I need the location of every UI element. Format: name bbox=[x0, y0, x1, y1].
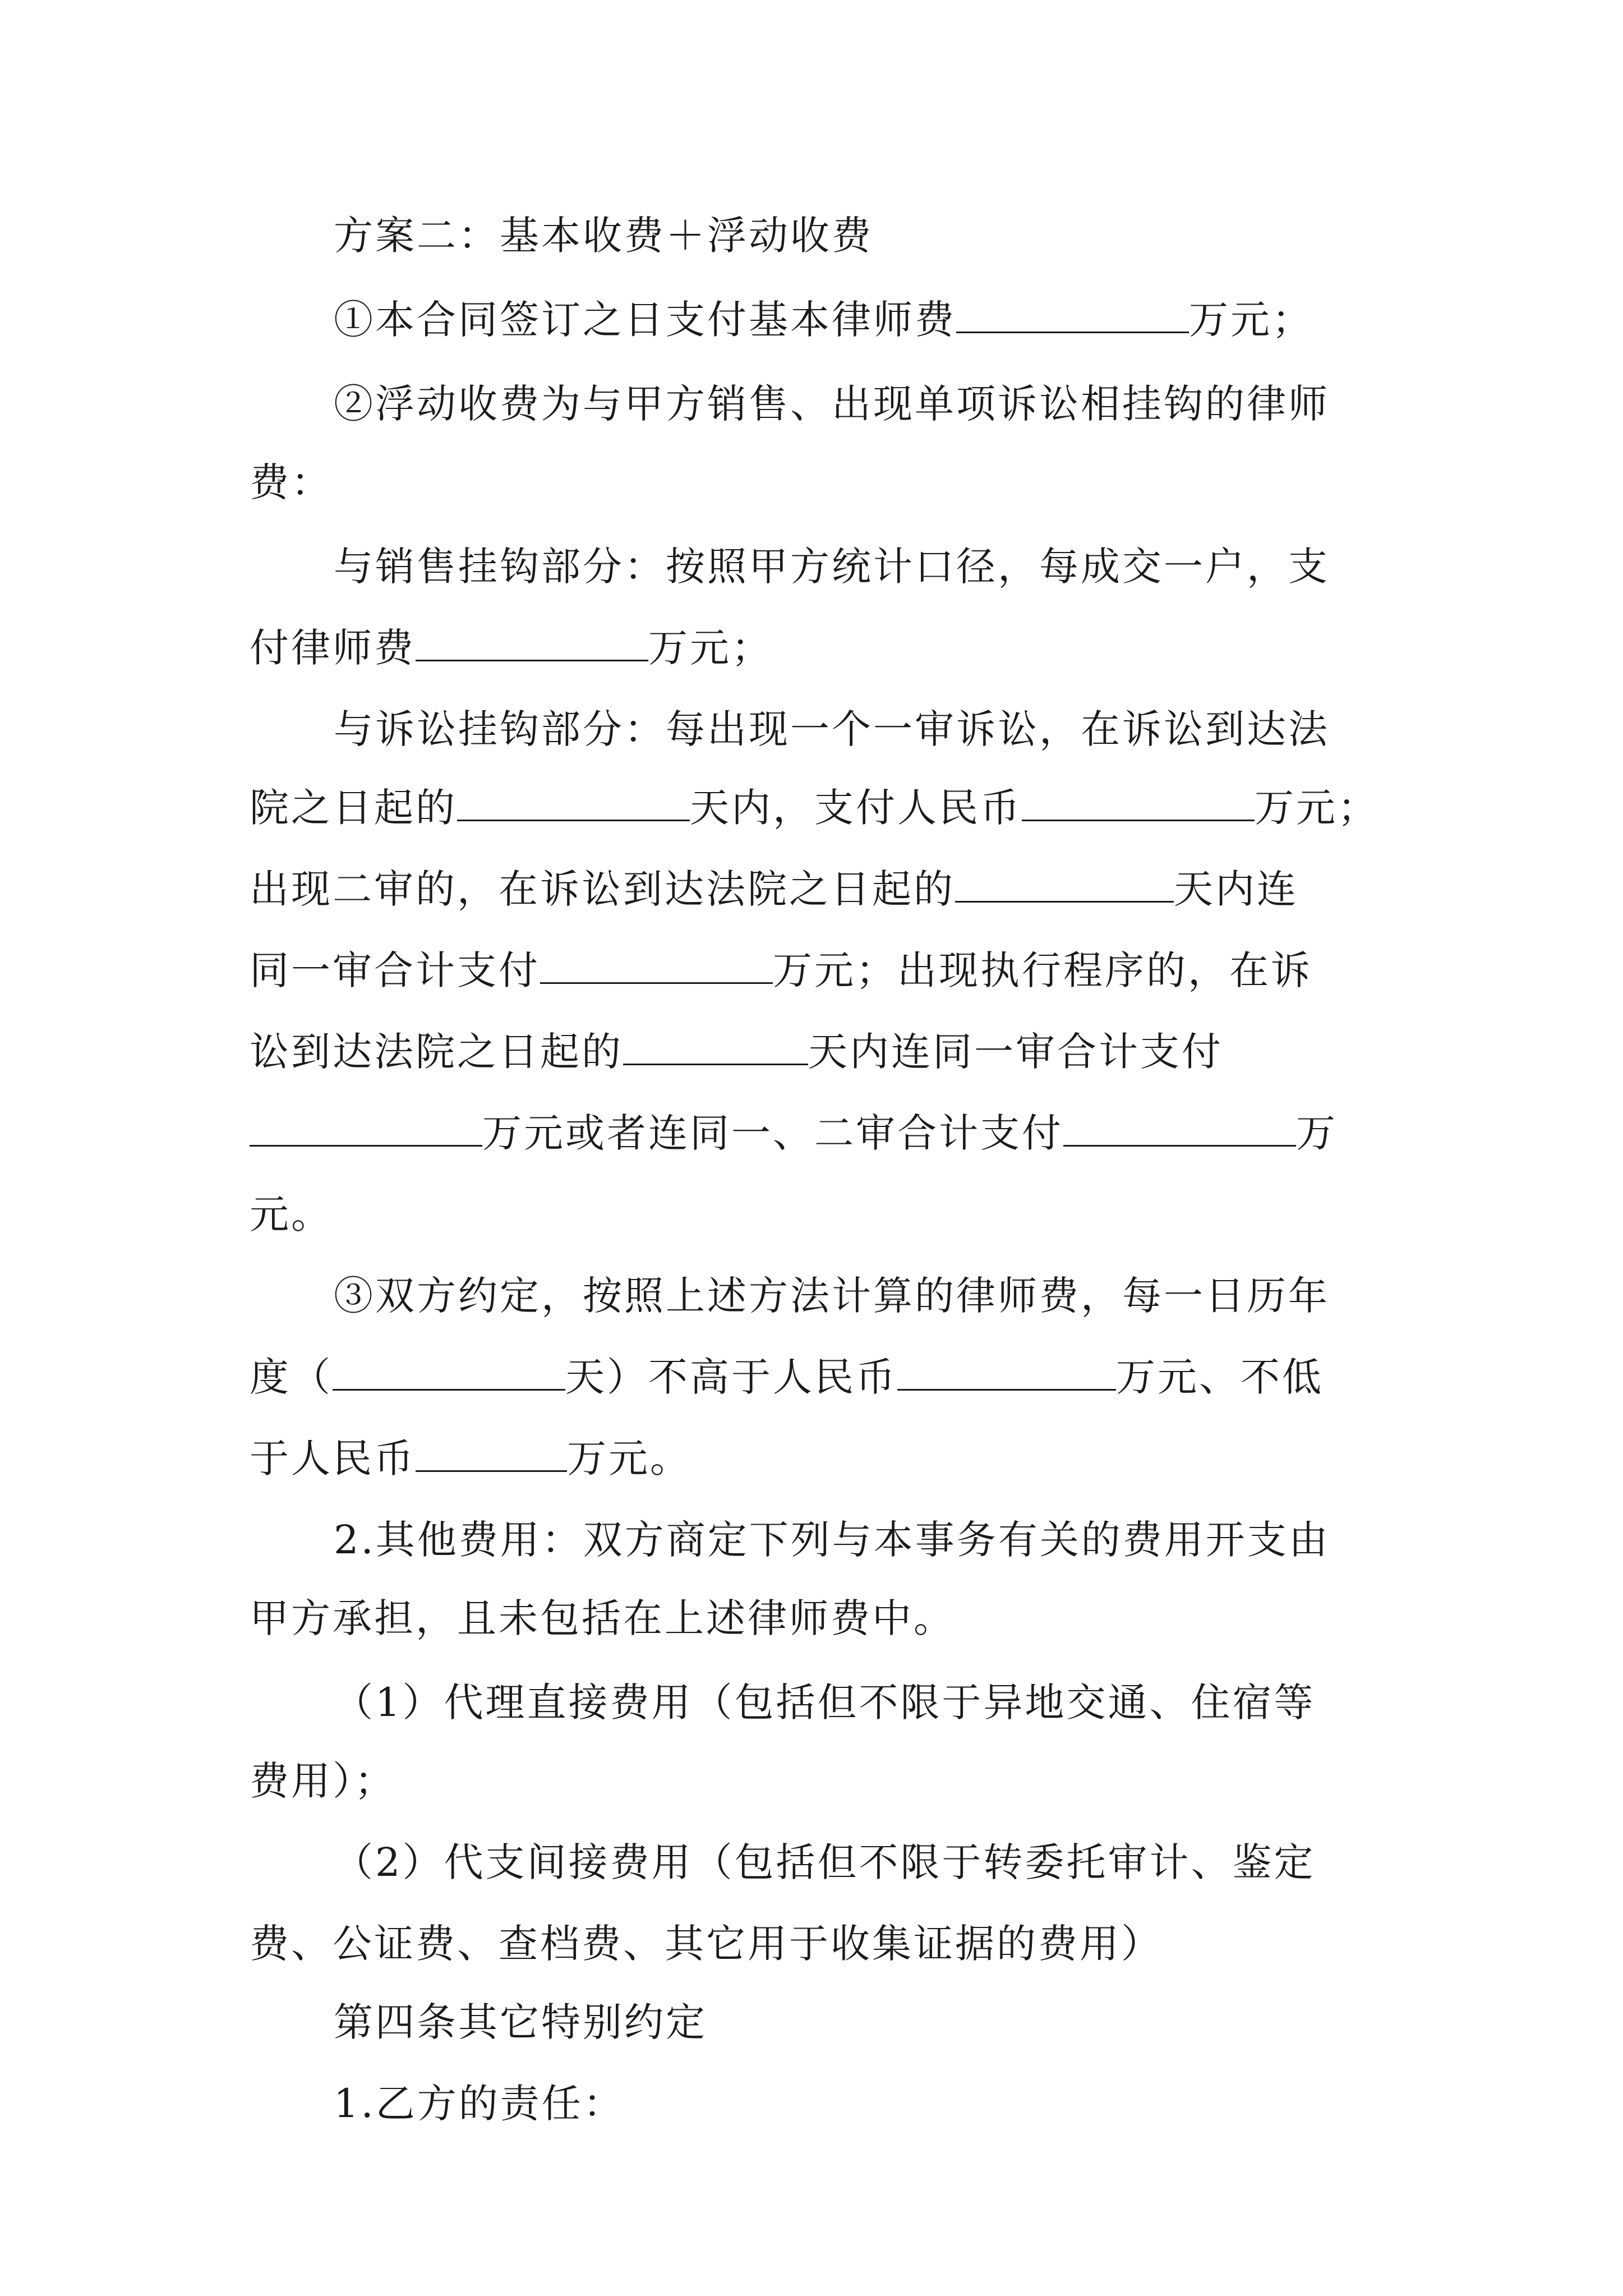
floating-fee-line-cont bbox=[250, 454, 333, 510]
text: 于人民币 bbox=[250, 1435, 416, 1481]
text: 1.乙方的责任： bbox=[334, 2081, 625, 2127]
text: 费： bbox=[250, 459, 333, 505]
text: 甲方承担，且未包括在上述律师费中。 bbox=[250, 1595, 955, 1641]
other-fees-line bbox=[334, 1512, 1330, 1568]
litigation-linked-line-3 bbox=[250, 861, 1298, 917]
text: 2.其他费用：双方商定下列与本事务有关的费用开支由 bbox=[334, 1517, 1330, 1563]
indirect-costs-line bbox=[334, 1834, 1316, 1890]
blank-field bbox=[897, 1354, 1116, 1391]
sales-linked-line bbox=[334, 539, 1330, 595]
text: 天内连 bbox=[1174, 866, 1298, 912]
text: 第四条其它特别约定 bbox=[334, 1999, 707, 2045]
text: 讼到达法院之日起的 bbox=[250, 1029, 623, 1075]
sales-linked-line-cont bbox=[250, 620, 773, 676]
text: 天内，支付人民币 bbox=[690, 785, 1022, 831]
text: 同一审合计支付 bbox=[250, 947, 540, 993]
other-fees-line-cont bbox=[250, 1590, 955, 1646]
direct-costs-line bbox=[334, 1674, 1316, 1731]
cap-agreement-line-2 bbox=[250, 1349, 1324, 1405]
text: 万 bbox=[1296, 1110, 1338, 1156]
direct-costs-line-cont bbox=[250, 1753, 396, 1809]
text: 元。 bbox=[250, 1191, 333, 1237]
floating-fee-line bbox=[334, 376, 1330, 432]
text: 万元； bbox=[648, 625, 773, 671]
cap-agreement-line bbox=[334, 1268, 1330, 1324]
text: 度（ bbox=[250, 1354, 333, 1400]
basic-fee-line bbox=[334, 292, 1313, 348]
blank-field bbox=[457, 785, 690, 821]
litigation-linked-line-6 bbox=[250, 1105, 1338, 1161]
text: 天）不高于人民币 bbox=[565, 1354, 897, 1400]
text: 与销售挂钩部分：按照甲方统计口径，每成交一户，支 bbox=[334, 544, 1330, 590]
text: 万元； bbox=[1189, 297, 1313, 343]
text: 付律师费 bbox=[250, 625, 416, 671]
blank-field bbox=[1063, 1110, 1296, 1147]
blank-field bbox=[540, 947, 773, 984]
text: ①本合同签订之日支付基本律师费 bbox=[334, 297, 956, 343]
text: 万元、不低 bbox=[1116, 1354, 1324, 1400]
blank-field bbox=[1022, 785, 1255, 821]
blank-field bbox=[333, 1354, 565, 1391]
text: 万元。 bbox=[567, 1435, 691, 1481]
blank-field bbox=[955, 866, 1174, 903]
text: 出现二审的，在诉讼到达法院之日起的 bbox=[250, 866, 955, 912]
text: 方案二：基本收费＋浮动收费 bbox=[334, 213, 873, 259]
text: 费、公证费、查档费、其它用于收集证据的费用） bbox=[250, 1921, 1163, 1967]
blank-field bbox=[416, 1435, 567, 1472]
text: 万元；出现执行程序的，在诉 bbox=[773, 947, 1312, 993]
text: 天内连同一审合计支付 bbox=[808, 1029, 1223, 1075]
plan-two-heading bbox=[334, 208, 873, 264]
text: 万元或者连同一、二审合计支付 bbox=[482, 1110, 1063, 1156]
text: 万元； bbox=[1255, 785, 1379, 831]
party-b-duties-heading bbox=[334, 2076, 625, 2132]
text: 与诉讼挂钩部分：每出现一个一审诉讼，在诉讼到达法 bbox=[334, 706, 1330, 752]
text: ②浮动收费为与甲方销售、出现单项诉讼相挂钩的律师 bbox=[334, 381, 1330, 427]
text: ③双方约定，按照上述方法计算的律师费，每一日历年 bbox=[334, 1273, 1330, 1319]
article-four-heading bbox=[334, 1994, 707, 2050]
cap-agreement-line-3 bbox=[250, 1430, 691, 1487]
blank-field bbox=[416, 625, 648, 661]
blank-field bbox=[956, 297, 1189, 333]
text: （1）代理直接费用（包括但不限于异地交通、住宿等 bbox=[334, 1680, 1316, 1726]
text: 院之日起的 bbox=[250, 785, 457, 831]
litigation-linked-line-4 bbox=[250, 942, 1312, 999]
litigation-linked-line-7 bbox=[250, 1186, 333, 1243]
text: （2）代支间接费用（包括但不限于转委托审计、鉴定 bbox=[334, 1839, 1316, 1885]
litigation-linked-line bbox=[334, 701, 1330, 757]
blank-field bbox=[623, 1029, 808, 1065]
litigation-linked-line-2 bbox=[250, 780, 1379, 836]
litigation-linked-line-5 bbox=[250, 1024, 1223, 1080]
text: 费用）； bbox=[250, 1758, 396, 1804]
indirect-costs-line-cont bbox=[250, 1916, 1163, 1972]
blank-field bbox=[250, 1110, 482, 1147]
